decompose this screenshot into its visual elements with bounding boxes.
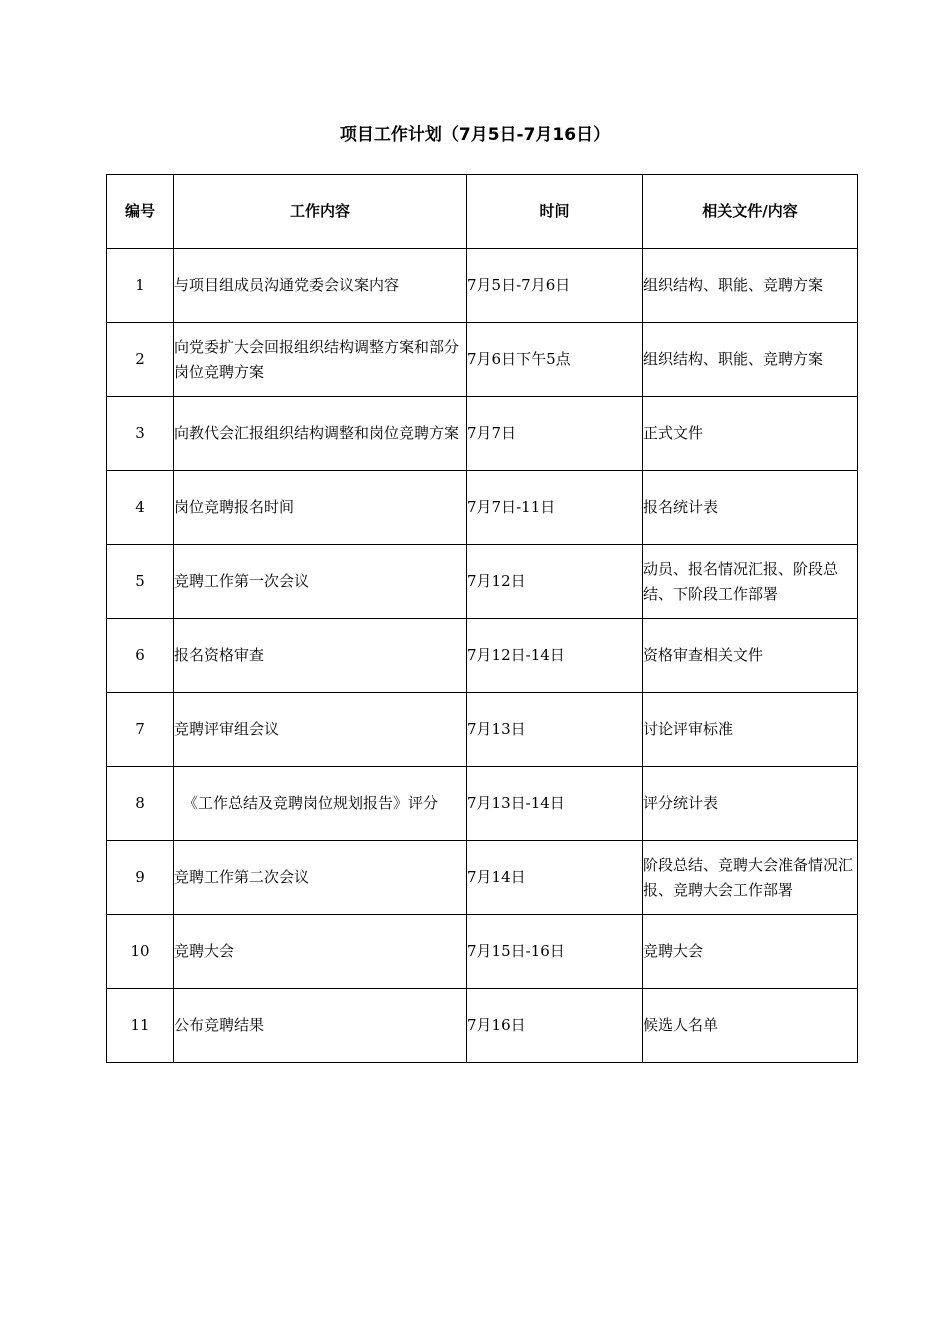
row-time: 7月6日下午5点 bbox=[467, 323, 643, 397]
row-time: 7月13日 bbox=[467, 693, 643, 767]
table-row bbox=[107, 545, 858, 619]
row-task: 报名资格审查 bbox=[174, 619, 467, 693]
table-row bbox=[107, 915, 858, 989]
table-row bbox=[107, 249, 858, 323]
header-task: 工作内容 bbox=[174, 175, 467, 249]
row-time: 7月13日-14日 bbox=[467, 767, 643, 841]
row-number: 2 bbox=[107, 323, 174, 397]
table-row bbox=[107, 397, 858, 471]
row-task: 与项目组成员沟通党委会议案内容 bbox=[174, 249, 467, 323]
row-docs: 动员、报名情况汇报、阶段总结、下阶段工作部署 bbox=[643, 545, 858, 619]
row-docs: 讨论评审标准 bbox=[643, 693, 858, 767]
row-time: 7月14日 bbox=[467, 841, 643, 915]
row-number: 10 bbox=[107, 915, 174, 989]
row-task: 竞聘评审组会议 bbox=[174, 693, 467, 767]
row-number: 7 bbox=[107, 693, 174, 767]
row-task: 向教代会汇报组织结构调整和岗位竞聘方案 bbox=[174, 397, 467, 471]
row-docs: 竞聘大会 bbox=[643, 915, 858, 989]
table-row bbox=[107, 989, 858, 1063]
row-docs: 候选人名单 bbox=[643, 989, 858, 1063]
row-task: 竞聘工作第二次会议 bbox=[174, 841, 467, 915]
row-time: 7月12日 bbox=[467, 545, 643, 619]
table-header-row bbox=[107, 175, 858, 249]
row-time: 7月7日 bbox=[467, 397, 643, 471]
page-title: 项目工作计划（7月5日-7月16日） bbox=[339, 125, 611, 145]
row-number: 5 bbox=[107, 545, 174, 619]
row-docs: 正式文件 bbox=[643, 397, 858, 471]
row-docs: 资格审查相关文件 bbox=[643, 619, 858, 693]
table-row bbox=[107, 767, 858, 841]
header-no: 编号 bbox=[107, 175, 174, 249]
row-task: 向党委扩大会回报组织结构调整方案和部分岗位竞聘方案 bbox=[174, 323, 467, 397]
row-task: 竞聘工作第一次会议 bbox=[174, 545, 467, 619]
table-row bbox=[107, 841, 858, 915]
row-number: 1 bbox=[107, 249, 174, 323]
row-number: 3 bbox=[107, 397, 174, 471]
table-row bbox=[107, 619, 858, 693]
row-docs: 评分统计表 bbox=[643, 767, 858, 841]
row-task: 竞聘大会 bbox=[174, 915, 467, 989]
row-docs: 组织结构、职能、竞聘方案 bbox=[643, 323, 858, 397]
row-task: 公布竞聘结果 bbox=[174, 989, 467, 1063]
work-plan-table bbox=[106, 174, 858, 1063]
row-time: 7月7日-11日 bbox=[467, 471, 643, 545]
header-docs: 相关文件/内容 bbox=[643, 175, 858, 249]
row-time: 7月12日-14日 bbox=[467, 619, 643, 693]
row-number: 6 bbox=[107, 619, 174, 693]
header-time: 时间 bbox=[467, 175, 643, 249]
row-docs: 组织结构、职能、竞聘方案 bbox=[643, 249, 858, 323]
row-time: 7月15日-16日 bbox=[467, 915, 643, 989]
row-number: 9 bbox=[107, 841, 174, 915]
row-docs: 报名统计表 bbox=[643, 471, 858, 545]
row-task: 《工作总结及竞聘岗位规划报告》评分 bbox=[174, 767, 467, 841]
table-row bbox=[107, 471, 858, 545]
row-number: 8 bbox=[107, 767, 174, 841]
table-row bbox=[107, 693, 858, 767]
row-time: 7月5日-7月6日 bbox=[467, 249, 643, 323]
table-row bbox=[107, 323, 858, 397]
row-task: 岗位竞聘报名时间 bbox=[174, 471, 467, 545]
row-time: 7月16日 bbox=[467, 989, 643, 1063]
row-number: 4 bbox=[107, 471, 174, 545]
row-docs: 阶段总结、竞聘大会准备情况汇报、竞聘大会工作部署 bbox=[643, 841, 858, 915]
row-number: 11 bbox=[107, 989, 174, 1063]
